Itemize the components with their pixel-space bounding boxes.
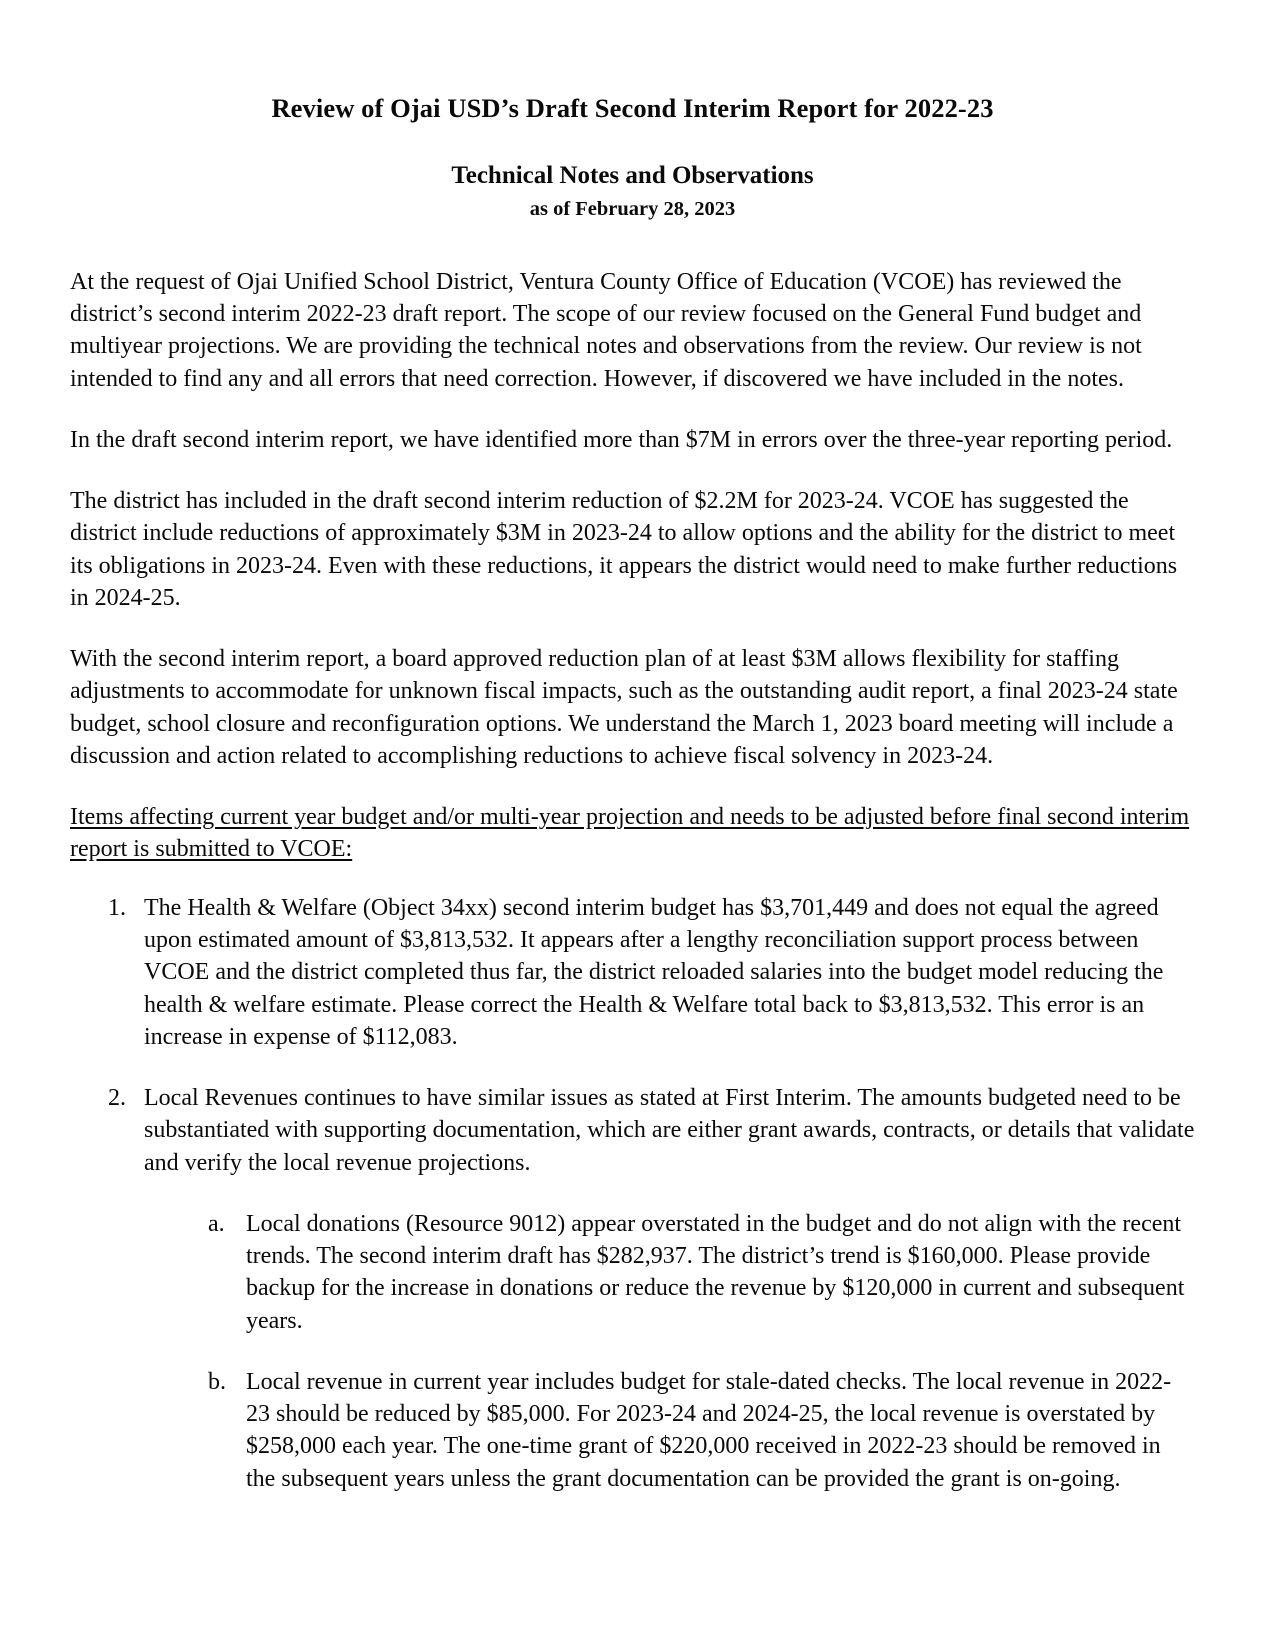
page-subtitle: Technical Notes and Observations <box>451 162 814 190</box>
document-body <box>70 266 1195 1495</box>
paragraph-errors-identified: In the draft second interim report, we have identified more than $7M in errors over the three-year reporting period. <box>70 426 1173 453</box>
sublist-wrapper <box>144 1208 1195 1495</box>
local-revenue-sublist <box>178 1208 1195 1495</box>
list-marker: a. <box>208 1210 225 1237</box>
list-marker: 2. <box>108 1085 126 1112</box>
list-marker: b. <box>208 1368 226 1395</box>
list-item <box>70 892 1195 1053</box>
list-item-text: Local revenue in current year includes budget for stale-dated checks. The local revenue in 2022-23 should be reduced by $85,000. For 2023-24 and 2024-25, the local revenue is overstated by $258,000 each year. The one-time grant of $220,000 received in 2022-23 should be removed in the subsequent years unless the grant documentation can be provided the grant is on-going. <box>246 1368 1172 1492</box>
document-date: as of February 28, 2023 <box>529 198 736 221</box>
list-marker: 1. <box>108 894 126 921</box>
title-block <box>70 92 1195 222</box>
list-item <box>178 1366 1195 1495</box>
list-item-text: The Health & Welfare (Object 34xx) second interim budget has $3,701,449 and does not equal the agreed upon estimated amount of $3,813,532. It appears after a lengthy reconciliation support process between VCOE and the district completed thus far, the district reloaded salaries into the budget model reducing the health & welfare estimate. Please correct the Health & Welfare total back to $3,813,532. This error is an increase in expense of $112,083. <box>144 894 1164 1050</box>
section-heading-items-affecting: Items affecting current year budget and/or multi-year projection and needs to be adjusted before final second interim report is submitted to VCOE: <box>70 804 1190 863</box>
paragraph-board-plan: With the second interim report, a board approved reduction plan of at least $3M allows flexibility for staffing adjustments to accommodate for unknown fiscal impacts, such as the outstanding audit report, a final 2023-24 state budget, school closure and reconfiguration options. We understand the March 1, 2023 board meeting will include a discussion and action related to accomplishing reductions to achieve fiscal solvency in 2023-24. <box>70 646 1178 769</box>
paragraph-reductions: The district has included in the draft second interim reduction of $2.2M for 2023-24. VCOE has suggested the district include reductions of approximately $3M in 2023-24 to allow options and the ability for the district to meet its obligations in 2023-24. Even with these reductions, it appears the district would need to make further reductions in 2024-25. <box>70 488 1178 611</box>
page-title: Review of Ojai USD’s Draft Second Interim Report for 2022-23 <box>271 93 994 123</box>
list-item-text: Local donations (Resource 9012) appear overstated in the budget and do not align with the recent trends. The second interim draft has $282,937. The district’s trend is $160,000. Please provide backup for the increase in donations or reduce the revenue by $120,000 in current and subsequent years. <box>246 1210 1185 1334</box>
findings-list <box>70 892 1195 1495</box>
list-item-text: Local Revenues continues to have similar issues as stated at First Interim. The amounts budgeted need to be substantiated with supporting documentation, which are either grant awards, contracts, or details that validate and verify the local revenue projections. <box>144 1085 1195 1176</box>
paragraph-intro: At the request of Ojai Unified School District, Ventura County Office of Education (VCOE) has reviewed the district’s second interim 2022-23 draft report. The scope of our review focused on the General Fund budget and multiyear projections. We are providing the technical notes and observations from the review. Our review is not intended to find any and all errors that need correction. However, if discovered we have included in the notes. <box>70 268 1142 392</box>
list-item <box>178 1208 1195 1337</box>
list-item <box>70 1082 1195 1495</box>
